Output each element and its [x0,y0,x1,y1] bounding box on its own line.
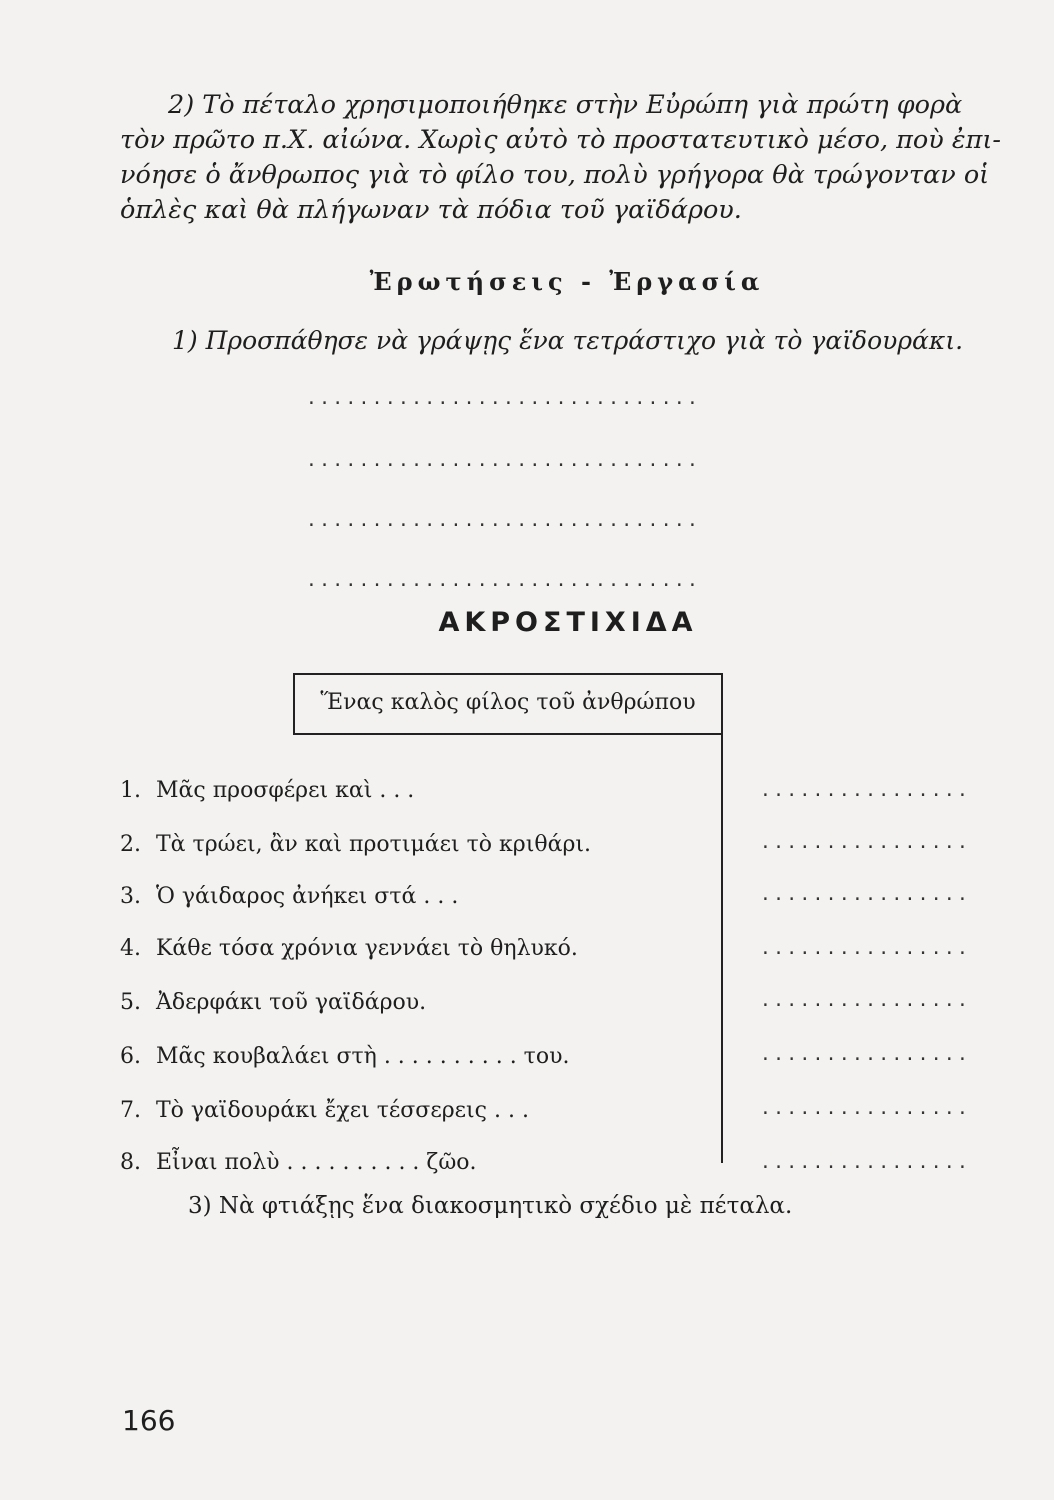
intro-line: 2) Τὸ πέταλο χρησιμοποιήθηκε στὴν Εὐρώπη γιὰ πρώτη φορὰ [168,90,963,120]
answer-dot-line: .............................. [306,388,701,409]
acrostic-item [120,1044,569,1069]
item-number: 1. [120,778,141,803]
item-answer-dots: ................ [760,1152,971,1173]
intro-line: ὁπλὲς καὶ θὰ πλήγωναν τὰ πόδια τοῦ γαϊδάρου. [120,195,742,225]
question-1: 1) Προσπάθησε νὰ γράψῃς ἕνα τετράστιχο γιὰ τὸ γαϊδουράκι. [172,326,964,355]
item-number: 4. [120,936,141,961]
intro-line: τὸν πρῶτο π.Χ. αἰώνα. Χωρὶς αὐτὸ τὸ προστατευτικὸ μέσο, ποὺ ἐπι- [120,125,1001,155]
answer-dot-line: .............................. [306,570,701,591]
item-answer-dots: ................ [760,884,971,905]
item-text: Ἀδερφάκι τοῦ γαϊδάρου. [156,990,427,1015]
item-answer-dots: ................ [760,780,971,801]
acrostic-vertical-line [721,735,723,1163]
answer-dot-line: .............................. [306,450,701,471]
acrostic-item [120,778,414,803]
item-text: Ὁ γάιδαρος ἀνήκει στά . . . [156,884,459,909]
item-text: Τὰ τρώει, ἂν καὶ προτιμάει τὸ κριθάρι. [156,832,592,857]
answer-dot-line: .............................. [306,510,701,531]
intro-paragraph [120,88,1001,228]
item-answer-dots: ................ [760,990,971,1011]
item-answer-dots: ................ [760,1044,971,1065]
section-heading: Ἐρωτήσεις - Ἐργασία [369,267,765,296]
acrostic-item [120,990,426,1015]
item-text: Μᾶς προσφέρει καὶ . . . [156,778,415,803]
item-number: 2. [120,832,141,857]
item-answer-dots: ................ [760,1098,971,1119]
item-text: Κάθε τόσα χρόνια γεννάει τὸ θηλυκό. [156,936,578,961]
acrostic-box [293,673,723,735]
item-number: 8. [120,1150,141,1175]
item-answer-dots: ................ [760,938,971,959]
item-number: 5. [120,990,141,1015]
intro-line: νόησε ὁ ἄνθρωπος γιὰ τὸ φίλο του, πολὺ γρήγορα θὰ τρώγονταν οἱ [120,160,990,190]
acrostic-box-text: Ἕνας καλὸς φίλος τοῦ ἀνθρώπου [320,690,696,715]
item-answer-dots: ................ [760,832,971,853]
item-number: 3. [120,884,141,909]
item-number: 7. [120,1098,141,1123]
acrostic-item [120,884,458,909]
question-3: 3) Νὰ φτιάξῃς ἕνα διακοσμητικὸ σχέδιο μὲ πέταλα. [188,1193,793,1219]
item-text: Τὸ γαϊδουράκι ἔχει τέσσερεις . . . [156,1098,529,1123]
acrostic-item [120,832,591,857]
item-text: Εἶναι πολὺ . . . . . . . . . . ζῶο. [156,1150,477,1175]
acrostic-item [120,1150,477,1175]
acrostic-item [120,936,578,961]
page-number: 166 [122,1404,176,1437]
acrostic-item [120,1098,529,1123]
acrostic-title: ΑΚΡΟΣΤΙΧΙΔΑ [438,607,698,638]
item-text: Μᾶς κουβαλάει στὴ . . . . . . . . . . τoυ. [156,1044,570,1069]
item-number: 6. [120,1044,141,1069]
